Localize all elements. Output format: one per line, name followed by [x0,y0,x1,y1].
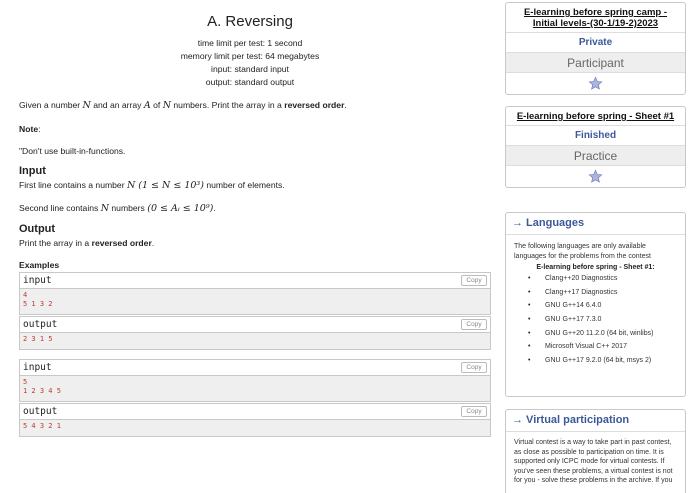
contest-name-link[interactable]: E-learning before spring - Sheet #1 [506,107,685,126]
list-item: • Clang++20 Diagnostics [528,274,677,283]
participation-type: Practice [506,146,685,166]
input-type: input: standard input [211,64,289,74]
list-item: • GNU G++20 11.2.0 (64 bit, winlibs) [528,329,677,338]
input-section-title: Input [19,165,46,177]
input-line-1: First line contains a number N (1 ≤ N ≤ 10³) number of elements. [19,180,285,191]
sample-input-label: input [23,362,52,373]
virtual-participation-text: Virtual contest is a way to take part in past contest, as close as possible to participation on time. It is supported only ICPC mode for virtual contests. If you've seen these problems, a virtual contest is not for you - solve these problems in the archive. If you [514,439,673,485]
contest-status: Private [506,33,685,53]
languages-list [506,274,685,365]
list-item: • Clang++17 Diagnostics [528,288,677,297]
star-icon[interactable] [588,76,603,91]
star-icon[interactable] [588,169,603,184]
virtual-participation-box [505,409,686,493]
note-text: "Don't use built-in-functions. [19,146,126,156]
list-item: • GNU G++17 9.2.0 (64 bit, msys 2) [528,356,677,365]
sample-input-label: input [23,275,52,286]
sample-output-1 [19,316,491,350]
sample-input-content: 4 5 1 3 2 [20,289,490,314]
copy-button[interactable]: Copy [461,406,487,417]
languages-intro: The following languages are only available languages for the problems from the contest [514,243,651,260]
examples-label: Examples [19,260,60,270]
list-item: • GNU G++14 6.4.0 [528,301,677,310]
contest-name-link[interactable]: E-learning before spring camp - Initial levels-(30-1/19-2)2023 [506,3,685,33]
sample-output-content: 2 3 1 5 [20,333,490,349]
sample-output-label: output [23,319,58,330]
sample-output-2 [19,403,491,437]
time-limit: time limit per test: 1 second [197,38,303,48]
problem-title: A. Reversing [207,13,293,30]
sample-output-content: 5 4 3 2 1 [20,420,490,436]
contest-status: Finished [506,126,685,146]
copy-button[interactable]: Copy [461,362,487,373]
output-type: output: standard output [205,77,295,87]
memory-limit: memory limit per test: 64 megabytes [180,51,320,61]
statement-text: Given a number N and an array A of N numbers. Print the array in a reversed order. [19,100,347,111]
sample-output-label: output [23,406,58,417]
languages-contest: E-learning before spring - Sheet #1: [536,264,655,272]
sample-input-1 [19,272,491,315]
note-label: Note: [19,124,41,134]
input-line-2: Second line contains N numbers (0 ≤ Aᵢ ≤ 10⁹). [19,203,216,214]
output-section-title: Output [19,223,56,235]
sample-input-content: 5 1 2 3 4 5 [20,376,490,401]
contest-box-1 [505,2,686,95]
list-item: • Microsoft Visual C++ 2017 [528,342,677,351]
sample-input-2 [19,359,491,402]
copy-button[interactable]: Copy [461,275,487,286]
participation-type: Participant [506,53,685,73]
contest-box-2 [505,106,686,188]
languages-title: → Languages [506,213,685,235]
virtual-participation-title: → Virtual participation [506,410,685,432]
output-line: Print the array in a reversed order. [19,238,155,248]
languages-box [505,212,686,397]
star-cell [506,73,685,94]
list-item: • GNU G++17 7.3.0 [528,315,677,324]
star-cell [506,166,685,187]
copy-button[interactable]: Copy [461,319,487,330]
